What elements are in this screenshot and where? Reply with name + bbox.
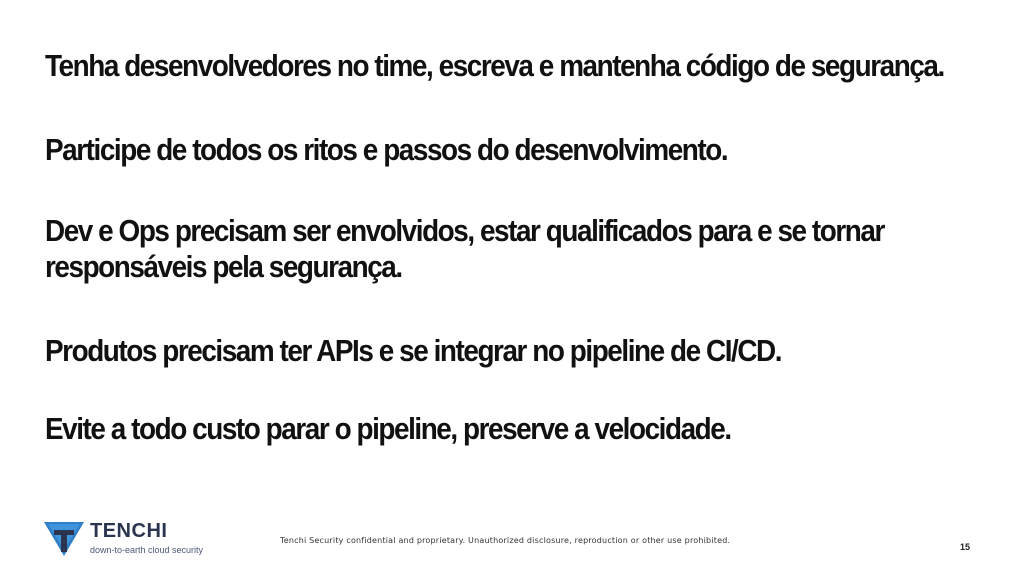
page-number: 15: [960, 542, 971, 552]
brand-name: TENCHI: [90, 520, 168, 542]
statement-apis: Produtos precisam ter APIs e se integrar no pipeline de CI/CD.: [45, 333, 782, 368]
legal-notice: Tenchi Security confidential and proprietary. Unauthorized disclosure, reproduction or other use prohibited.: [280, 536, 731, 545]
brand-tagline: down-to-earth cloud security: [90, 545, 204, 555]
logo-text: [90, 520, 203, 556]
tenchi-logo-icon: [44, 520, 84, 558]
statement-pipeline: Evite a todo custo parar o pipeline, preserve a velocidade.: [45, 411, 731, 446]
statement-devops: Dev e Ops precisam ser envolvidos, estar qualificados para e se tornar responsáveis pela segurança.: [45, 213, 884, 284]
footer-logo: [44, 520, 203, 558]
statement-developers: Tenha desenvolvedores no time, escreva e mantenha código de segurança.: [45, 48, 944, 83]
statement-rituals: Participe de todos os ritos e passos do desenvolvimento.: [45, 132, 728, 167]
slide-body: [45, 48, 985, 447]
